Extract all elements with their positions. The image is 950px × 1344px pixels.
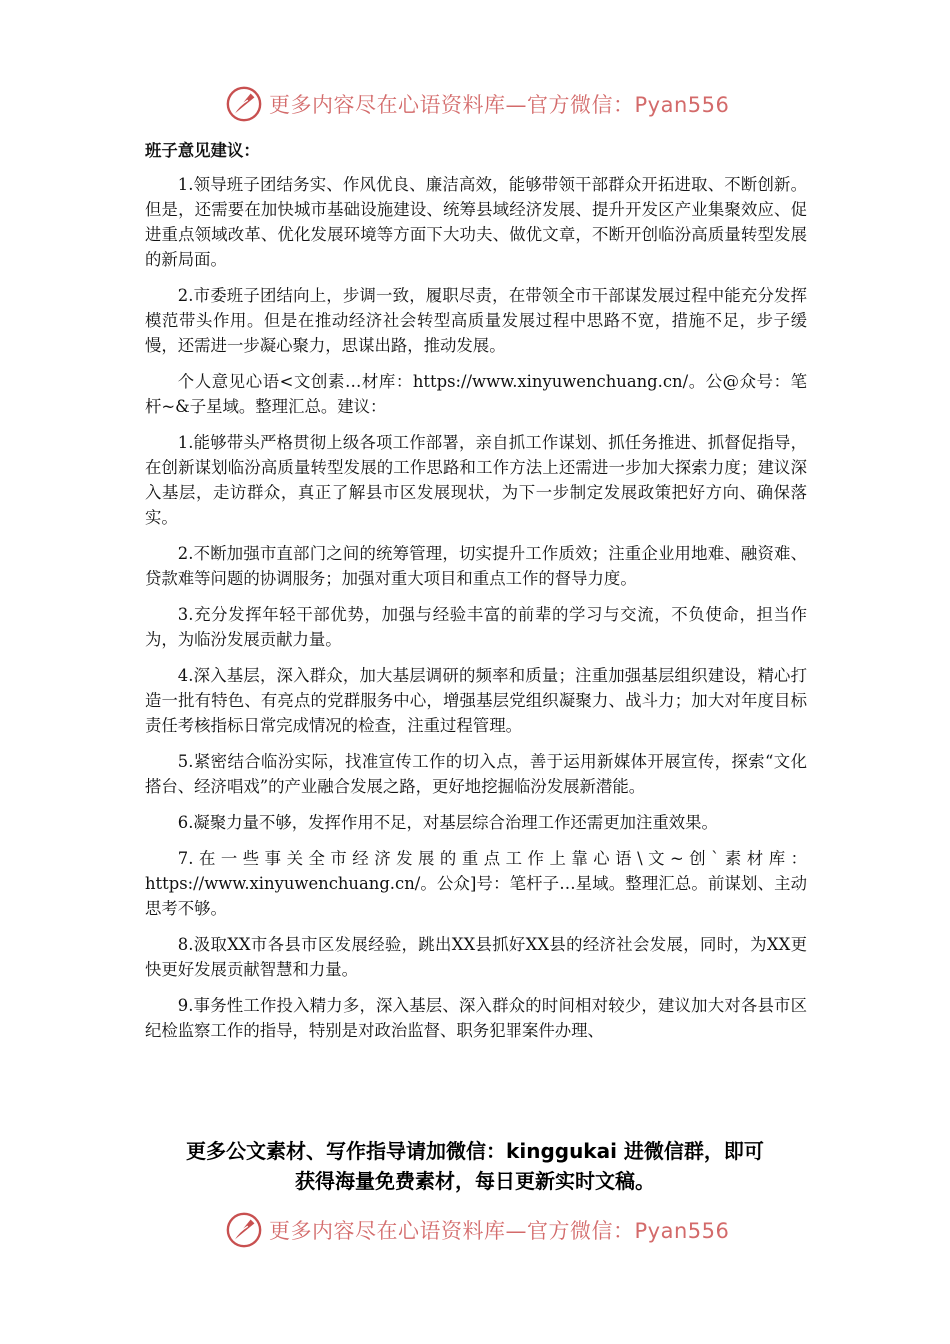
quill-logo-icon bbox=[225, 1211, 263, 1249]
paragraph: 8.汲取XX市各县市区发展经验，跳出XX县抓好XX县的经济社会发展，同时，为XX更快更好发展贡献智慧和力量。 bbox=[145, 935, 807, 979]
paragraph: 7.在一些事关全市经济发展的重点工作上靠心语\文~创`素材库：https://www.xinyuwenchuang.cn/。公众]号：笔杆子…星域。整理汇总。前谋划、主动思考不够。 bbox=[145, 849, 807, 918]
paragraph: 2.市委班子团结向上，步调一致，履职尽责，在带领全市干部谋发展过程中能充分发挥模范带头作用。但是在推动经济社会转型高质量发展过程中思路不宽，措施不足，步子缓慢，还需进一步凝心聚力，思谋出路，推动发展。 bbox=[145, 286, 807, 355]
section-heading: 班子意见建议： bbox=[145, 141, 260, 160]
paragraph: 个人意见心语<文创素…材库：https://www.xinyuwenchuang.cn/。公@众号：笔杆~&子星域。整理汇总。建议： bbox=[145, 372, 807, 416]
header-banner-text: 更多内容尽在心语资料库—官方微信：Pyan556 bbox=[269, 93, 730, 117]
paragraph: 6.凝聚力量不够，发挥作用不足，对基层综合治理工作还需更加注重效果。 bbox=[177, 813, 718, 832]
paragraph: 3.充分发挥年轻干部优势，加强与经验丰富的前辈的学习与交流，不负使命，担当作为，为临汾发展贡献力量。 bbox=[145, 605, 807, 649]
document-body bbox=[145, 138, 807, 1054]
footer-banner bbox=[225, 1210, 745, 1250]
paragraph: 5.紧密结合临汾实际，找准宣传工作的切入点，善于运用新媒体开展宣传，探索“文化搭台、经济唱戏”的产业融合发展之路，更好地挖掘临汾发展新潜能。 bbox=[145, 752, 807, 796]
paragraph: 9.事务性工作投入精力多，深入基层、深入群众的时间相对较少，建议加大对各县市区纪检监察工作的指导，特别是对政治监督、职务犯罪案件办理、 bbox=[145, 996, 807, 1040]
quill-logo-icon bbox=[225, 85, 263, 123]
header-banner bbox=[225, 84, 745, 124]
paragraph: 2.不断加强市直部门之间的统筹管理，切实提升工作质效；注重企业用地难、融资难、贷款难等问题的协调服务；加强对重大项目和重点工作的督导力度。 bbox=[145, 544, 807, 588]
promo-line-1: 更多公文素材、写作指导请加微信：kinggukai 进微信群，即可 bbox=[186, 1139, 764, 1163]
paragraph: 1.能够带头严格贯彻上级各项工作部署，亲自抓工作谋划、抓任务推进、抓督促指导，在创新谋划临汾高质量转型发展的工作思路和工作方法上还需进一步加大探索力度；建议深入基层，走访群众，真正了解县市区发展现状，为下一步制定发展政策把好方向、确保落实。 bbox=[145, 433, 807, 527]
promo-notice bbox=[120, 1136, 830, 1196]
promo-line-2: 获得海量免费素材，每日更新实时文稿。 bbox=[295, 1169, 655, 1193]
footer-banner-text: 更多内容尽在心语资料库—官方微信：Pyan556 bbox=[269, 1219, 730, 1243]
paragraph: 1.领导班子团结务实、作风优良、廉洁高效，能够带领干部群众开拓进取、不断创新。但是，还需要在加快城市基础设施建设、统筹县域经济发展、提升开发区产业集聚效应、促进重点领域改革、优化发展环境等方面下大功夫、做优文章，不断开创临汾高质量转型发展的新局面。 bbox=[145, 175, 807, 269]
paragraph: 4.深入基层，深入群众，加大基层调研的频率和质量；注重加强基层组织建设，精心打造一批有特色、有亮点的党群服务中心，增强基层党组织凝聚力、战斗力；加大对年度目标责任考核指标日常完成情况的检查，注重过程管理。 bbox=[145, 666, 807, 735]
